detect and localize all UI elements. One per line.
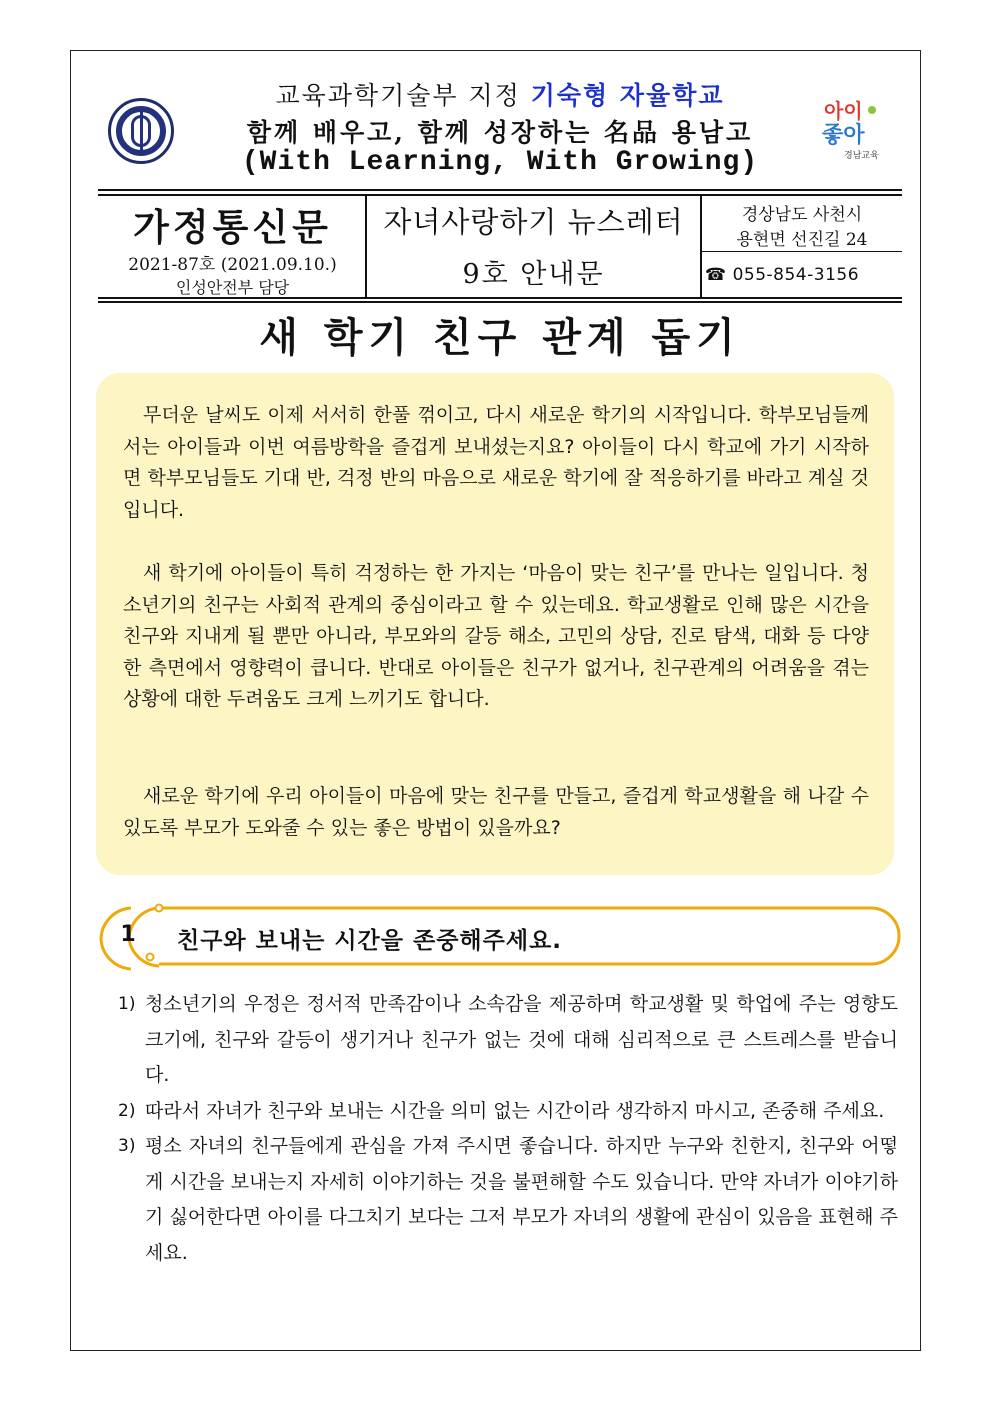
header-designation-prefix: 교육과학기술부 지정 [275,81,531,110]
list-item-number: 1) [118,994,136,1014]
masthead-department: 인성안전부 담당 [175,278,290,297]
masthead-phone [705,265,902,285]
list-item-text: 청소년기의 우정은 정서적 만족감이나 소속감을 제공하며 학교생활 및 학업에 주는 영향도 크기에, 친구와 갈등이 생기거나 친구가 없는 것에 대해 심리적으로 큰 스트레스를 받습니다. [145,993,898,1086]
masthead-title: 가정통신문 [133,205,332,249]
section-number: 1 [120,922,136,947]
list-item-number: 3) [118,1136,136,1156]
page-title: 새 학기 친구 관계 돕기 [259,315,741,361]
list-item [118,987,898,1094]
list-item [118,1094,898,1130]
masthead-bottom-rule-outer [98,301,902,303]
intro-paragraph: 새 학기에 아이들이 특히 걱정하는 한 가지는 ‘마음이 맞는 친구’를 만나는 일입니다. 청소년기의 친구는 사회적 관계의 중심이라고 할 수 있는데요. 학교생활로 인해 많은 시간을 친구와 지내게 될 뿐만 아니라, 부모와의 갈등 해소, 고민의 상담, 진로 탐색, 대화 등 다양한 측면에서 영향력이 큽니다. 반대로 아이들은 친구가 없거나, 친구관계의 어려움을 겪는 상황에 대한 두려움도 크게 느끼기도 합니다. [123,562,869,710]
header-designation [200,76,800,112]
masthead-issue: 2021-87호 (2021.09.10.) [128,255,337,275]
section-title: 친구와 보내는 시간을 존중해주세요. [177,928,563,954]
logo-text-line1: 아이 [824,99,863,123]
phone-number: 055-854-3156 [732,265,860,285]
list-item-text: 따라서 자녀가 친구와 보내는 시간을 의미 없는 시간이라 생각하지 마시고, 존중해 주세요. [145,1099,885,1122]
intro-box [96,373,894,875]
masthead-top-rule-inner [98,194,902,196]
masthead-top-rule-outer [98,189,902,191]
header-slogan: 함께 배우고, 함께 성장하는 名品 용남고 [246,118,754,147]
masthead-address-line1: 경상남도 사천시 [741,205,863,225]
intro-paragraph: 무더운 날씨도 이제 서서히 한풀 꺾이고, 다시 새로운 학기의 시작입니다. 학부모님들께서는 아이들과 이번 여름방학을 즐겁게 보내셨는지요? 아이들이 다시 학교에 가기 시작하면 학부모님들도 기대 반, 걱정 반의 마음으로 새로운 학기에 잘 적응하기를 바라고 계실 것입니다. [123,404,869,521]
list-item-text: 평소 자녀의 친구들에게 관심을 가져 주시면 좋습니다. 하지만 누구와 친한지, 친구와 어떻게 시간을 보내는지 자세히 이야기하는 것을 불편해할 수도 있습니다. 만약 자녀가 이야기하기 싫어한다면 아이를 다그치기 보다는 그저 부모가 자녀의 생활에 관심이 있음을 표현해 주세요. [145,1135,898,1264]
header-designation-accent: 기숙형 자율학교 [530,81,725,110]
logo-caption: 경남교육 [844,151,879,161]
masthead-newsletter-name: 자녀사랑하기 뉴스레터 [383,205,684,239]
header-slogan-english: (With Learning, With Growing) [241,147,759,178]
school-emblem-icon [108,98,174,164]
address-separator [702,251,902,252]
intro-paragraph: 새로운 학기에 우리 아이들이 마음에 맞는 친구를 만들고, 즐겁게 학교생활을 해 나갈 수 있도록 부모가 도와줄 수 있는 좋은 방법이 있을까요? [123,785,869,839]
list-item-number: 2) [118,1100,136,1121]
logo-text-line2: 좋아 [822,123,865,148]
phone-icon: ☎ [705,265,727,285]
gyeongnam-education-logo [820,96,890,162]
masthead-number: 9호 안내문 [462,259,605,290]
masthead-address-line2: 용현면 선진길 24 [736,230,868,250]
list-item [118,1129,898,1271]
advice-list [118,987,898,1271]
